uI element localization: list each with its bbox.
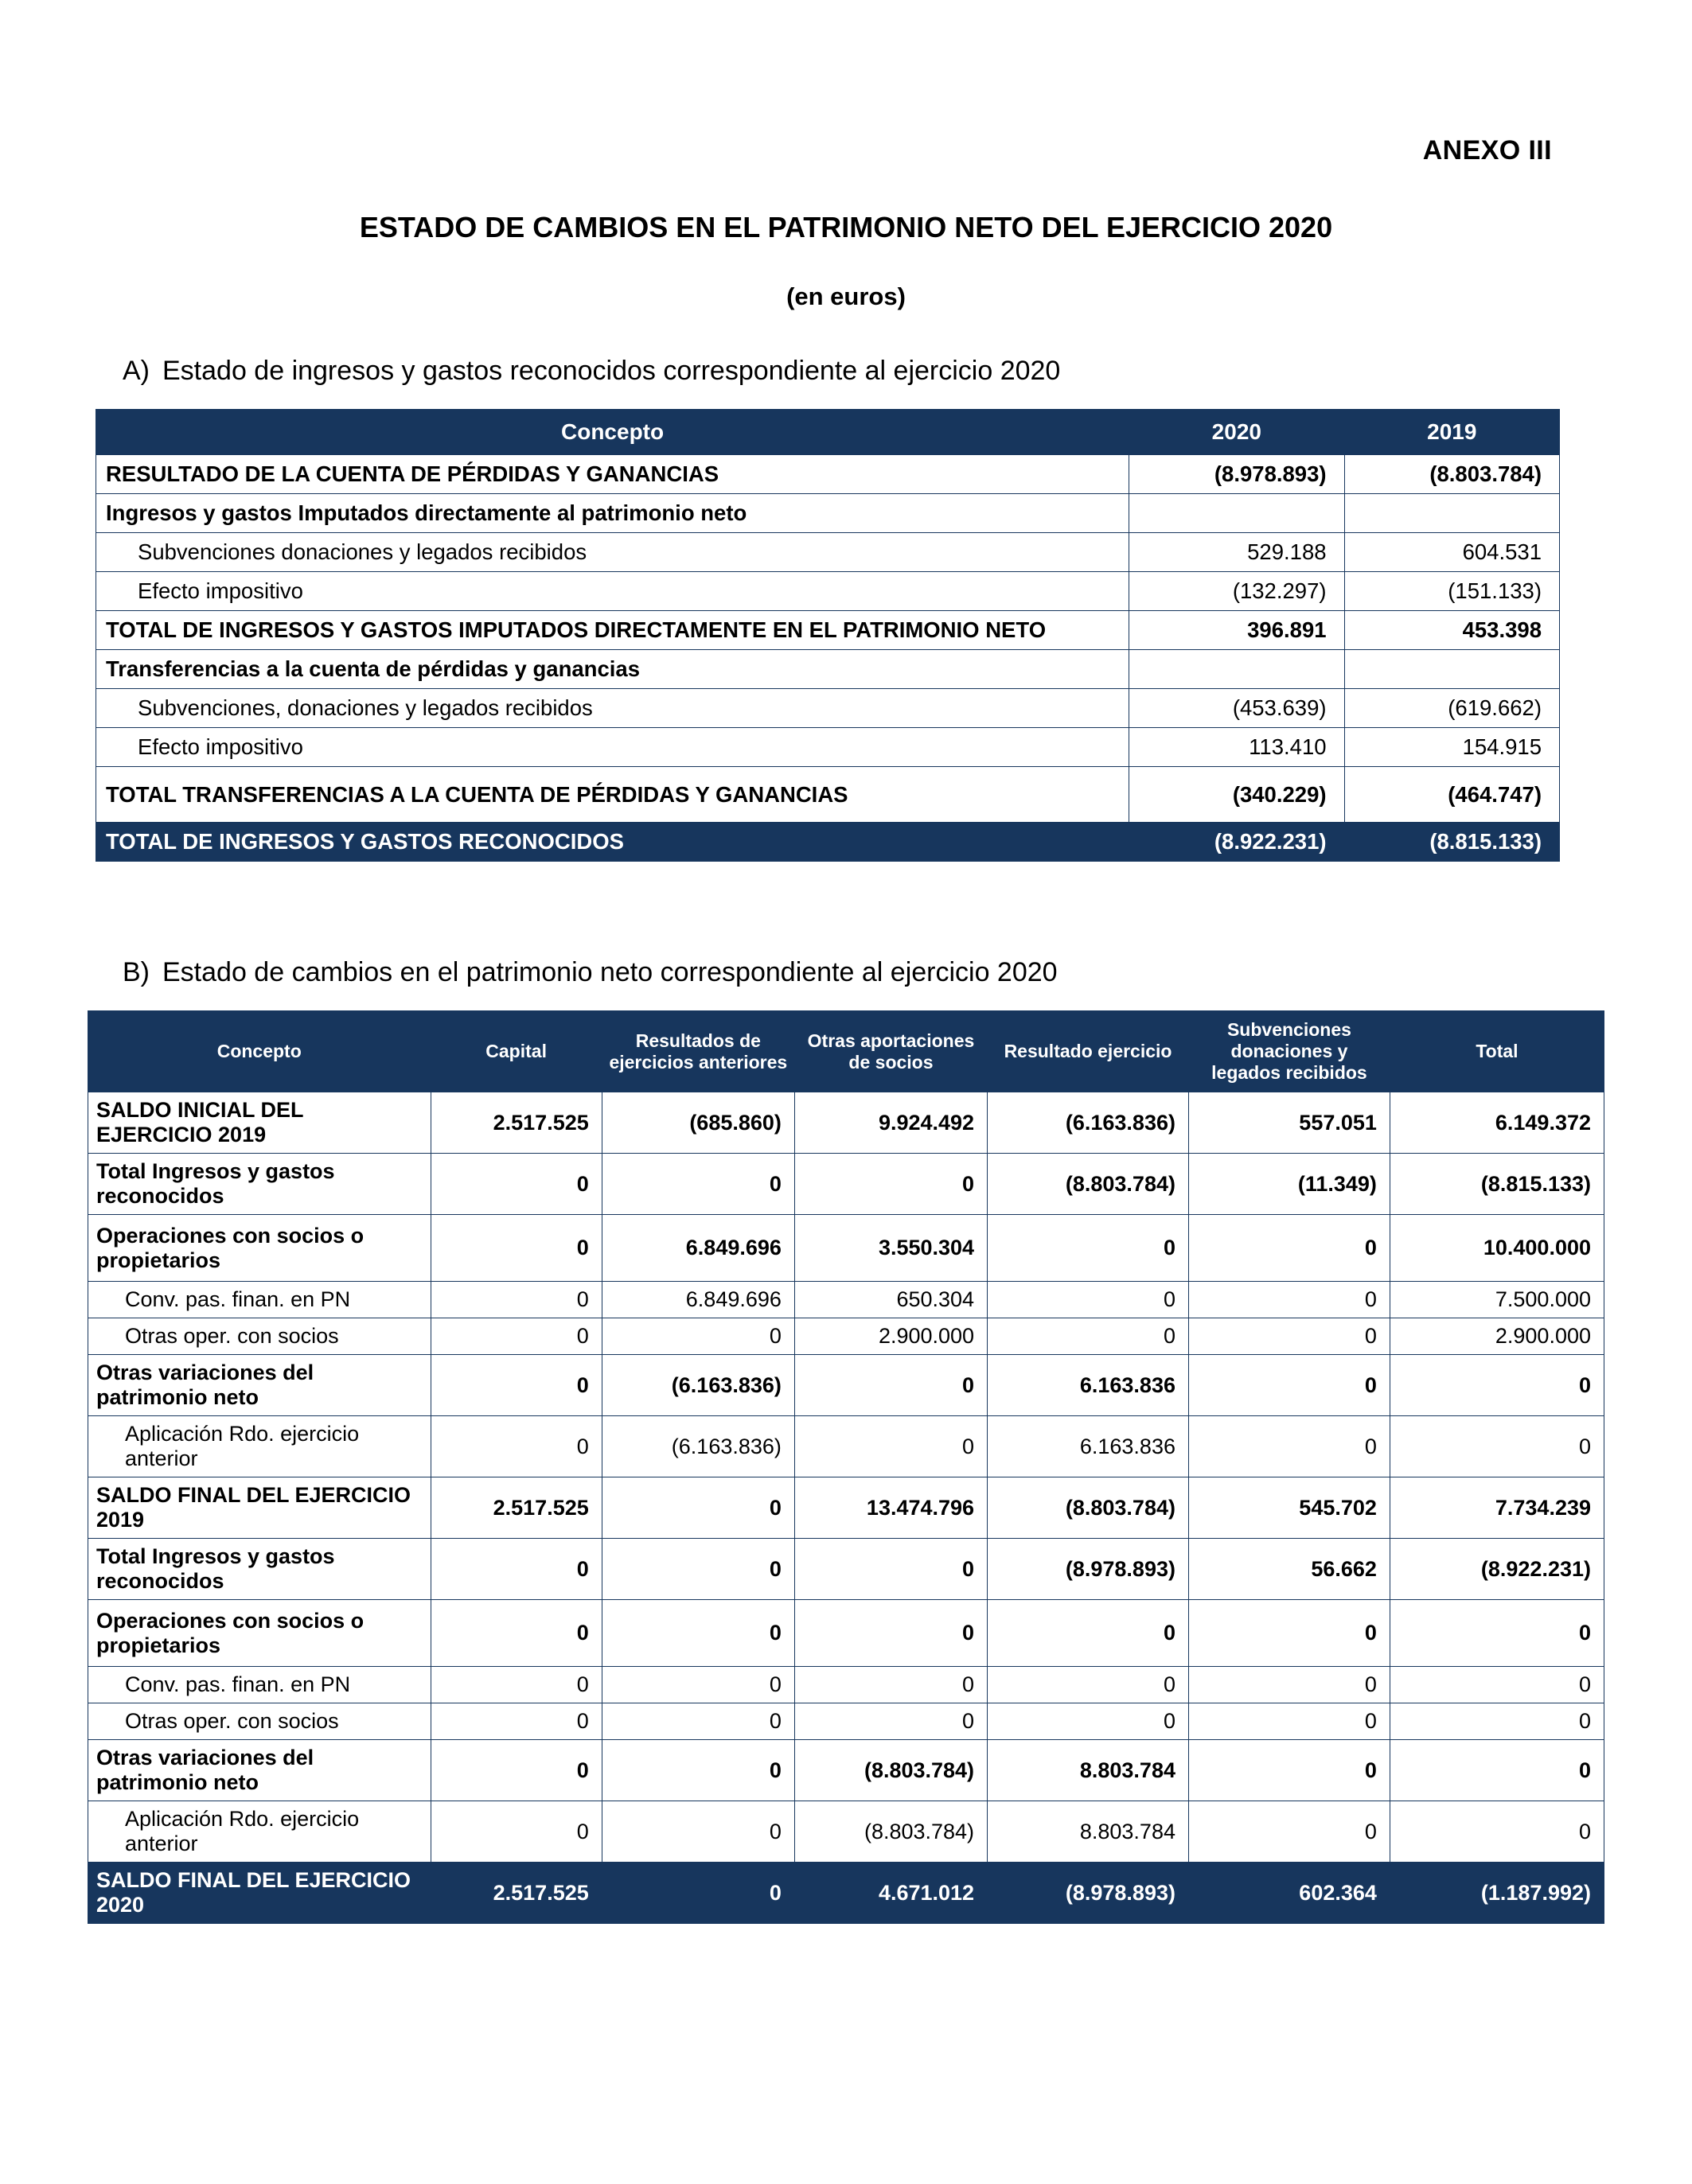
row-value-otras-aportaciones: (8.803.784) (794, 1740, 987, 1801)
row-label: Otras variaciones del patrimonio neto (88, 1740, 431, 1801)
row-value-capital: 0 (431, 1215, 602, 1282)
row-value-resultado-ejercicio: (8.978.893) (988, 1539, 1189, 1600)
row-value-subvenciones: 545.702 (1188, 1477, 1390, 1539)
table-row (88, 1355, 1604, 1416)
row-label: Efecto impositivo (96, 728, 1129, 767)
table-a-col-concepto: Concepto (96, 410, 1129, 455)
row-value-subvenciones: 0 (1188, 1703, 1390, 1740)
row-value-capital: 0 (431, 1740, 602, 1801)
table-a-col-2020: 2020 (1129, 410, 1344, 455)
row-label: TOTAL TRANSFERENCIAS A LA CUENTA DE PÉRDIDAS Y GANANCIAS (96, 767, 1129, 823)
row-value-resultados-anteriores: 0 (602, 1154, 794, 1215)
row-value-2020 (1129, 494, 1344, 533)
row-value-2020: (8.978.893) (1129, 455, 1344, 494)
table-ingresos-gastos-reconocidos (96, 409, 1560, 862)
document-subtitle: (en euros) (786, 282, 906, 310)
row-label: Aplicación Rdo. ejercicio anterior (88, 1801, 431, 1863)
row-value-2020: 396.891 (1129, 611, 1344, 650)
section-b-letter: B) (123, 957, 150, 987)
row-value-resultado-ejercicio: 0 (988, 1703, 1189, 1740)
row-label: Conv. pas. finan. en PN (88, 1667, 431, 1703)
row-value-otras-aportaciones: 0 (794, 1703, 987, 1740)
row-value-subvenciones: 0 (1188, 1215, 1390, 1282)
row-value-total: 0 (1390, 1703, 1604, 1740)
row-value-subvenciones: 56.662 (1188, 1539, 1390, 1600)
row-label: Ingresos y gastos Imputados directamente al patrimonio neto (96, 494, 1129, 533)
row-value-subvenciones: 557.051 (1188, 1092, 1390, 1154)
row-value-resultados-anteriores: 0 (602, 1539, 794, 1600)
table-a-col-2019: 2019 (1344, 410, 1559, 455)
row-value-subvenciones: 0 (1188, 1740, 1390, 1801)
section-b-heading-text: Estado de cambios en el patrimonio neto correspondiente al ejercicio 2020 (162, 957, 1058, 987)
section-b-heading (123, 957, 1604, 988)
row-value-subvenciones: 0 (1188, 1801, 1390, 1863)
row-value-resultados-anteriores: 0 (602, 1703, 794, 1740)
row-value-otras-aportaciones: 650.304 (794, 1282, 987, 1318)
row-value-total: (1.187.992) (1390, 1863, 1604, 1924)
row-value-total: 7.500.000 (1390, 1282, 1604, 1318)
row-value-otras-aportaciones: 0 (794, 1355, 987, 1416)
row-value-2020: 529.188 (1129, 533, 1344, 572)
row-value-resultados-anteriores: 0 (602, 1740, 794, 1801)
row-label: Operaciones con socios o propietarios (88, 1600, 431, 1667)
table-row (88, 1539, 1604, 1600)
row-value-otras-aportaciones: 0 (794, 1539, 987, 1600)
table-cambios-patrimonio-neto (88, 1010, 1604, 1924)
table-row (88, 1703, 1604, 1740)
row-label: Aplicación Rdo. ejercicio anterior (88, 1416, 431, 1477)
row-value-total: 6.149.372 (1390, 1092, 1604, 1154)
row-value-otras-aportaciones: 0 (794, 1154, 987, 1215)
row-label: SALDO FINAL DEL EJERCICIO 2020 (88, 1863, 431, 1924)
table-row-total (96, 823, 1560, 862)
table-row (88, 1667, 1604, 1703)
row-value-capital: 0 (431, 1539, 602, 1600)
row-value-capital: 0 (431, 1154, 602, 1215)
row-value-capital: 0 (431, 1703, 602, 1740)
row-value-resultado-ejercicio: 6.163.836 (988, 1355, 1189, 1416)
table-b-col-resultados-ejercicios-anteriores: Resultados de ejercicios anteriores (602, 1011, 794, 1092)
annex-label: ANEXO III (1422, 135, 1552, 165)
table-row (96, 533, 1560, 572)
row-value-resultados-anteriores: 0 (602, 1318, 794, 1355)
table-b-col-total: Total (1390, 1011, 1604, 1092)
section-a-heading (123, 356, 1604, 387)
row-value-resultados-anteriores: 6.849.696 (602, 1282, 794, 1318)
row-value-resultado-ejercicio: 0 (988, 1215, 1189, 1282)
row-value-capital: 2.517.525 (431, 1863, 602, 1924)
row-value-otras-aportaciones: 0 (794, 1416, 987, 1477)
table-b-col-resultado-ejercicio: Resultado ejercicio (988, 1011, 1189, 1092)
row-value-2019: 453.398 (1344, 611, 1559, 650)
row-label: Efecto impositivo (96, 572, 1129, 611)
row-value-2020 (1129, 650, 1344, 689)
row-value-2019: (619.662) (1344, 689, 1559, 728)
row-value-2019 (1344, 494, 1559, 533)
table-row (88, 1740, 1604, 1801)
table-row (96, 494, 1560, 533)
row-value-capital: 0 (431, 1667, 602, 1703)
row-value-2019: (8.815.133) (1344, 823, 1559, 862)
row-label: Conv. pas. finan. en PN (88, 1282, 431, 1318)
row-value-capital: 0 (431, 1355, 602, 1416)
row-value-capital: 0 (431, 1318, 602, 1355)
row-label: Otras oper. con socios (88, 1703, 431, 1740)
table-row (88, 1416, 1604, 1477)
row-value-subvenciones: 0 (1188, 1282, 1390, 1318)
row-value-resultados-anteriores: (685.860) (602, 1092, 794, 1154)
table-row (88, 1600, 1604, 1667)
row-label: SALDO INICIAL DEL EJERCICIO 2019 (88, 1092, 431, 1154)
row-value-capital: 2.517.525 (431, 1477, 602, 1539)
row-value-resultado-ejercicio: 0 (988, 1282, 1189, 1318)
table-row (88, 1477, 1604, 1539)
row-value-resultados-anteriores: 6.849.696 (602, 1215, 794, 1282)
row-value-total: 7.734.239 (1390, 1477, 1604, 1539)
row-label: Otras variaciones del patrimonio neto (88, 1355, 431, 1416)
row-value-2019: (8.803.784) (1344, 455, 1559, 494)
row-value-resultado-ejercicio: (8.803.784) (988, 1154, 1189, 1215)
row-value-resultado-ejercicio: 0 (988, 1318, 1189, 1355)
row-value-2020: (453.639) (1129, 689, 1344, 728)
table-b-col-subvenciones-donaciones-legados: Subvenciones donaciones y legados recibidos (1188, 1011, 1390, 1092)
row-value-otras-aportaciones: 13.474.796 (794, 1477, 987, 1539)
row-value-2019: (464.747) (1344, 767, 1559, 823)
section-a-heading-text: Estado de ingresos y gastos reconocidos correspondiente al ejercicio 2020 (162, 356, 1061, 386)
row-value-otras-aportaciones: 4.671.012 (794, 1863, 987, 1924)
row-value-resultado-ejercicio: 8.803.784 (988, 1740, 1189, 1801)
row-value-resultados-anteriores: 0 (602, 1477, 794, 1539)
row-value-total: (8.922.231) (1390, 1539, 1604, 1600)
row-label: Otras oper. con socios (88, 1318, 431, 1355)
table-row (96, 572, 1560, 611)
row-value-2020: (340.229) (1129, 767, 1344, 823)
row-label: Total Ingresos y gastos reconocidos (88, 1154, 431, 1215)
row-value-subvenciones: 0 (1188, 1355, 1390, 1416)
table-row (88, 1282, 1604, 1318)
row-value-total: 0 (1390, 1801, 1604, 1863)
row-value-resultados-anteriores: (6.163.836) (602, 1416, 794, 1477)
table-b-col-otras-aportaciones-socios: Otras aportaciones de socios (794, 1011, 987, 1092)
row-label: Subvenciones, donaciones y legados recibidos (96, 689, 1129, 728)
table-row (88, 1215, 1604, 1282)
row-value-2019: (151.133) (1344, 572, 1559, 611)
row-value-resultados-anteriores: 0 (602, 1863, 794, 1924)
row-value-otras-aportaciones: (8.803.784) (794, 1801, 987, 1863)
row-value-2019 (1344, 650, 1559, 689)
row-value-resultados-anteriores: 0 (602, 1667, 794, 1703)
row-value-subvenciones: 0 (1188, 1318, 1390, 1355)
section-spacer (88, 862, 1604, 957)
row-value-otras-aportaciones: 0 (794, 1600, 987, 1667)
row-value-resultado-ejercicio: 8.803.784 (988, 1801, 1189, 1863)
row-value-subvenciones: 0 (1188, 1667, 1390, 1703)
table-row (88, 1318, 1604, 1355)
table-row (88, 1801, 1604, 1863)
row-value-2019: 154.915 (1344, 728, 1559, 767)
row-value-capital: 0 (431, 1801, 602, 1863)
row-label: Subvenciones donaciones y legados recibidos (96, 533, 1129, 572)
row-value-2020: (132.297) (1129, 572, 1344, 611)
row-value-2020: 113.410 (1129, 728, 1344, 767)
table-row (96, 767, 1560, 823)
row-label: RESULTADO DE LA CUENTA DE PÉRDIDAS Y GANANCIAS (96, 455, 1129, 494)
row-label: Transferencias a la cuenta de pérdidas y ganancias (96, 650, 1129, 689)
row-label: Operaciones con socios o propietarios (88, 1215, 431, 1282)
row-label: TOTAL DE INGRESOS Y GASTOS RECONOCIDOS (96, 823, 1129, 862)
row-value-otras-aportaciones: 0 (794, 1667, 987, 1703)
row-value-resultados-anteriores: 0 (602, 1600, 794, 1667)
row-value-2019: 604.531 (1344, 533, 1559, 572)
row-value-resultados-anteriores: 0 (602, 1801, 794, 1863)
row-value-total: 0 (1390, 1355, 1604, 1416)
row-value-resultado-ejercicio: 0 (988, 1667, 1189, 1703)
section-a-letter: A) (123, 356, 150, 386)
table-b-header-row (88, 1011, 1604, 1092)
table-b-col-concepto: Concepto (88, 1011, 431, 1092)
row-value-subvenciones: 602.364 (1188, 1863, 1390, 1924)
row-value-otras-aportaciones: 2.900.000 (794, 1318, 987, 1355)
table-row (96, 728, 1560, 767)
row-value-resultados-anteriores: (6.163.836) (602, 1355, 794, 1416)
row-value-resultado-ejercicio: 6.163.836 (988, 1416, 1189, 1477)
table-row (96, 650, 1560, 689)
table-row (96, 611, 1560, 650)
row-value-resultado-ejercicio: (8.803.784) (988, 1477, 1189, 1539)
row-label: Total Ingresos y gastos reconocidos (88, 1539, 431, 1600)
row-value-capital: 0 (431, 1282, 602, 1318)
row-value-subvenciones: 0 (1188, 1600, 1390, 1667)
row-value-total: 0 (1390, 1600, 1604, 1667)
row-label: SALDO FINAL DEL EJERCICIO 2019 (88, 1477, 431, 1539)
row-value-capital: 0 (431, 1600, 602, 1667)
row-value-resultado-ejercicio: (6.163.836) (988, 1092, 1189, 1154)
row-value-2020: (8.922.231) (1129, 823, 1344, 862)
table-row (88, 1092, 1604, 1154)
document-title: ESTADO DE CAMBIOS EN EL PATRIMONIO NETO DEL EJERCICIO 2020 (359, 211, 1333, 243)
row-value-resultado-ejercicio: 0 (988, 1600, 1189, 1667)
table-a-header-row (96, 410, 1560, 455)
table-row (96, 689, 1560, 728)
row-value-total: 0 (1390, 1667, 1604, 1703)
row-value-subvenciones: 0 (1188, 1416, 1390, 1477)
row-value-total: 10.400.000 (1390, 1215, 1604, 1282)
row-value-total: 2.900.000 (1390, 1318, 1604, 1355)
row-value-total: 0 (1390, 1740, 1604, 1801)
row-value-capital: 0 (431, 1416, 602, 1477)
table-row (88, 1154, 1604, 1215)
row-value-resultado-ejercicio: (8.978.893) (988, 1863, 1189, 1924)
row-label: TOTAL DE INGRESOS Y GASTOS IMPUTADOS DIRECTAMENTE EN EL PATRIMONIO NETO (96, 611, 1129, 650)
row-value-otras-aportaciones: 9.924.492 (794, 1092, 987, 1154)
table-row (96, 455, 1560, 494)
row-value-otras-aportaciones: 3.550.304 (794, 1215, 987, 1282)
row-value-capital: 2.517.525 (431, 1092, 602, 1154)
table-row-total (88, 1863, 1604, 1924)
row-value-subvenciones: (11.349) (1188, 1154, 1390, 1215)
table-b-col-capital: Capital (431, 1011, 602, 1092)
row-value-total: 0 (1390, 1416, 1604, 1477)
row-value-total: (8.815.133) (1390, 1154, 1604, 1215)
